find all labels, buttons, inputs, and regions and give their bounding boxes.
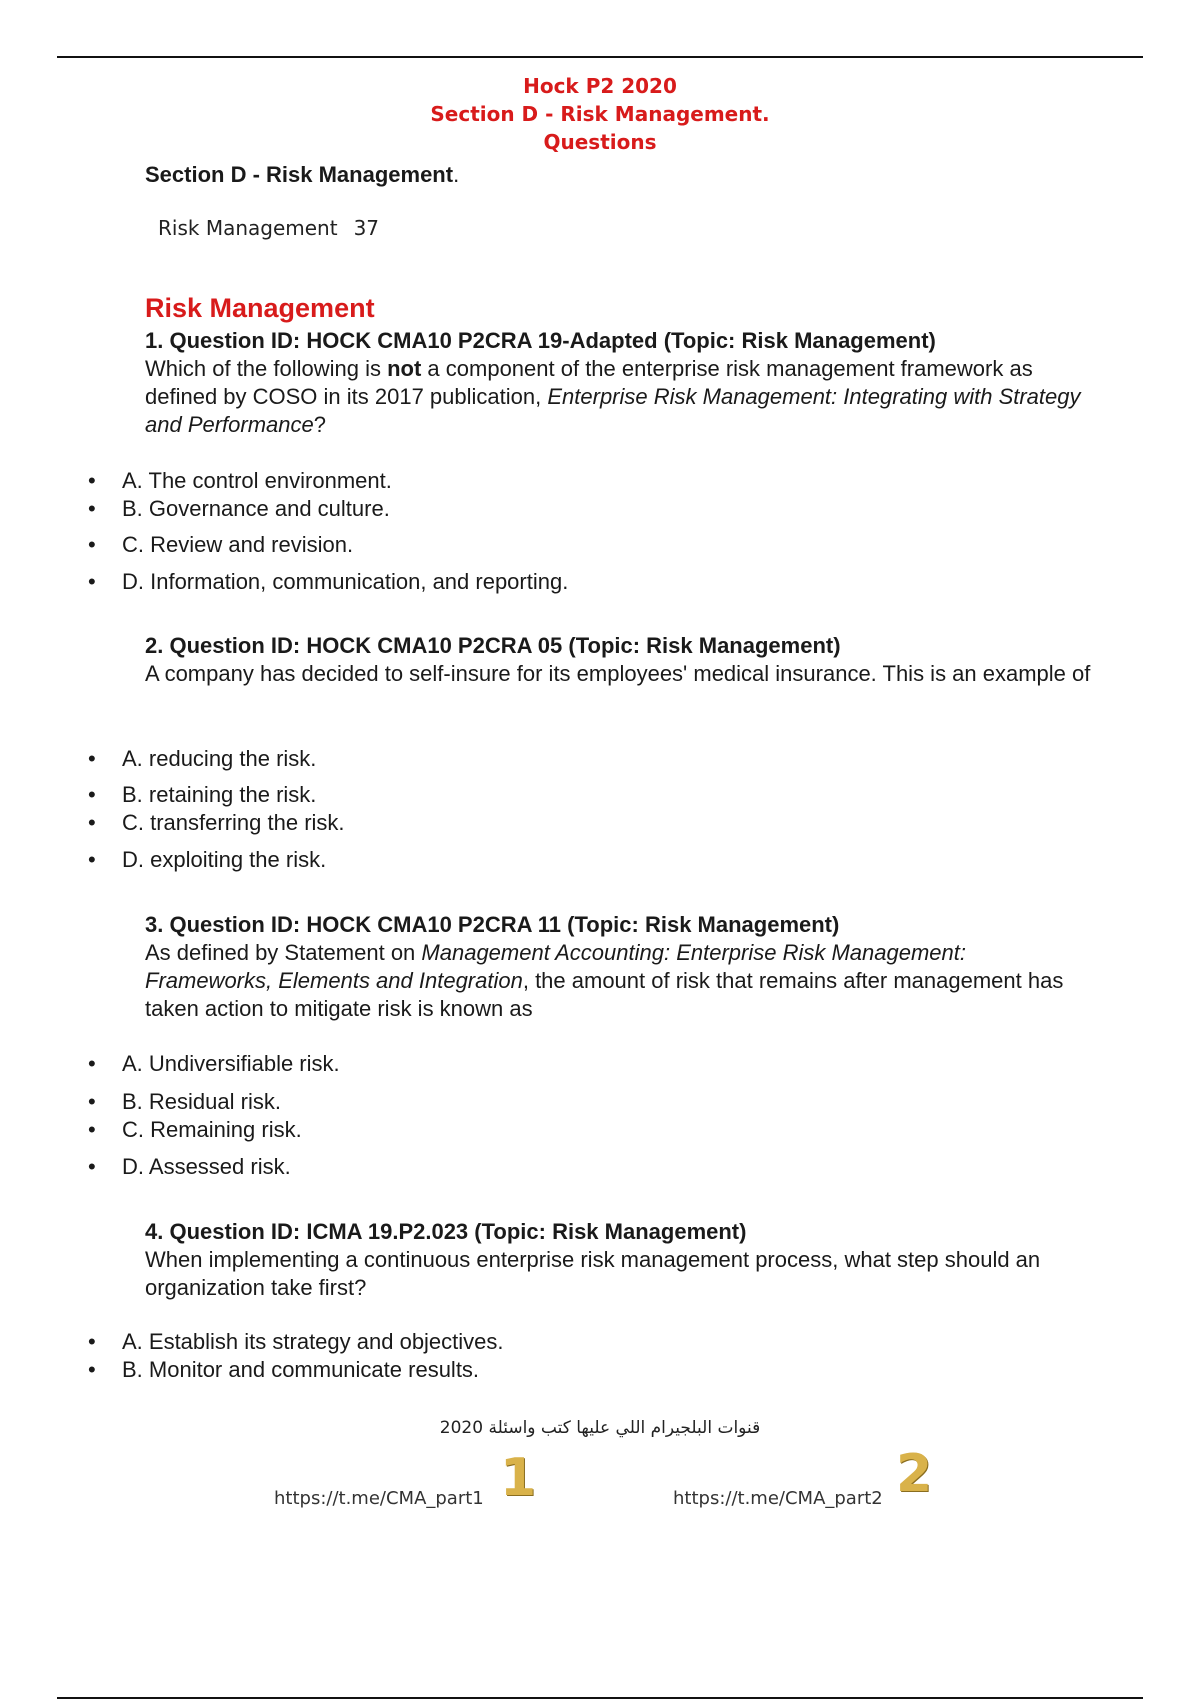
bullet-icon: • (88, 782, 96, 807)
question-2-text: A company has decided to self-insure for its employees' medical insurance. This is an example of (145, 661, 1091, 686)
question-1-text (145, 355, 1095, 439)
question-2-header: 2. Question ID: HOCK CMA10 P2CRA 05 (Topic: Risk Management) (145, 633, 841, 658)
bullet-icon: • (88, 1329, 96, 1354)
telegram-link-part2[interactable]: https://t.me/CMA_part2 (673, 1488, 883, 1509)
bullet-icon: • (88, 569, 96, 594)
option-text: D. exploiting the risk. (122, 847, 327, 872)
footer-caption: قنوات البلجيرام اللي عليها كتب واسئلة 2020 (439, 1418, 761, 1438)
toc-label: Risk Management (158, 216, 338, 240)
section-title (145, 162, 459, 188)
number-one-badge-icon: 1 (500, 1448, 537, 1508)
bullet-icon: • (88, 1051, 96, 1076)
bullet-icon: • (88, 1117, 96, 1142)
question-2 (145, 632, 1095, 688)
option-text: C. Remaining risk. (122, 1117, 302, 1142)
number-two-badge-icon: 2 (896, 1444, 933, 1504)
bullet-icon: • (88, 810, 96, 835)
question-1 (145, 327, 1095, 439)
option-text: B. Monitor and communicate results. (122, 1357, 480, 1382)
q3-text-part: , the amount of risk that remains after management has taken action to mitigate risk is known as (145, 968, 1064, 1021)
q1-text-italic: Enterprise Risk Management: Integrating with Strategy and Performance (145, 384, 1081, 437)
bullet-icon: • (88, 496, 96, 521)
header-line-1: Hock P2 2020 (523, 74, 677, 98)
question-4-header: 4. Question ID: ICMA 19.P2.023 (Topic: Risk Management) (145, 1219, 747, 1244)
bullet-icon: • (88, 1089, 96, 1114)
q1-text-part: ? (313, 412, 327, 437)
page-header (0, 72, 1200, 156)
telegram-link-part1[interactable]: https://t.me/CMA_part1 (274, 1488, 484, 1509)
top-rule (57, 56, 1143, 58)
question-4 (145, 1218, 1095, 1302)
q1-text-bold: not (387, 356, 422, 381)
option-text: B. retaining the risk. (122, 782, 317, 807)
bullet-icon: • (88, 1357, 96, 1382)
q1-text-part: a component of the enterprise risk management framework as defined by COSO in its 2017 publication, (145, 356, 1033, 409)
q3-text-italic: Management Accounting: Enterprise Risk Management: Frameworks, Elements and Integration (145, 940, 966, 993)
topic-title: Risk Management (145, 293, 375, 323)
bullet-icon: • (88, 532, 96, 557)
section-title-dot: . (453, 162, 460, 187)
toc-page-number: 37 (353, 216, 380, 240)
option-text: B. Residual risk. (122, 1089, 281, 1114)
option-text: A. Undiversifiable risk. (122, 1051, 340, 1076)
toc-entry[interactable] (158, 216, 379, 240)
question-3-header: 3. Question ID: HOCK CMA10 P2CRA 11 (Topic: Risk Management) (145, 912, 840, 937)
question-4-text: When implementing a continuous enterprise risk management process, what step should an organization take first? (145, 1247, 1041, 1300)
bullet-icon: • (88, 847, 96, 872)
question-3-text (145, 939, 1095, 1023)
bullet-icon: • (88, 468, 96, 493)
option-text: D. Information, communication, and reporting. (122, 569, 569, 594)
section-title-text: Section D - Risk Management (145, 162, 454, 187)
header-line-3: Questions (543, 130, 657, 154)
header-line-2: Section D - Risk Management. (430, 102, 770, 126)
q1-text-part: Which of the following is (145, 356, 388, 381)
option-text: A. The control environment. (122, 468, 392, 493)
option-text: B. Governance and culture. (122, 496, 390, 521)
q3-text-part: As defined by Statement on (145, 940, 422, 965)
option-text: A. reducing the risk. (122, 746, 317, 771)
bottom-rule (57, 1697, 1143, 1699)
option-text: C. Review and revision. (122, 532, 354, 557)
question-3 (145, 911, 1095, 1023)
option-text: A. Establish its strategy and objectives. (122, 1329, 504, 1354)
option-text: D. Assessed risk. (122, 1154, 291, 1179)
option-text: C. transferring the risk. (122, 810, 345, 835)
bullet-icon: • (88, 1154, 96, 1179)
bullet-icon: • (88, 746, 96, 771)
question-1-header: 1. Question ID: HOCK CMA10 P2CRA 19-Adapted (Topic: Risk Management) (145, 328, 936, 353)
